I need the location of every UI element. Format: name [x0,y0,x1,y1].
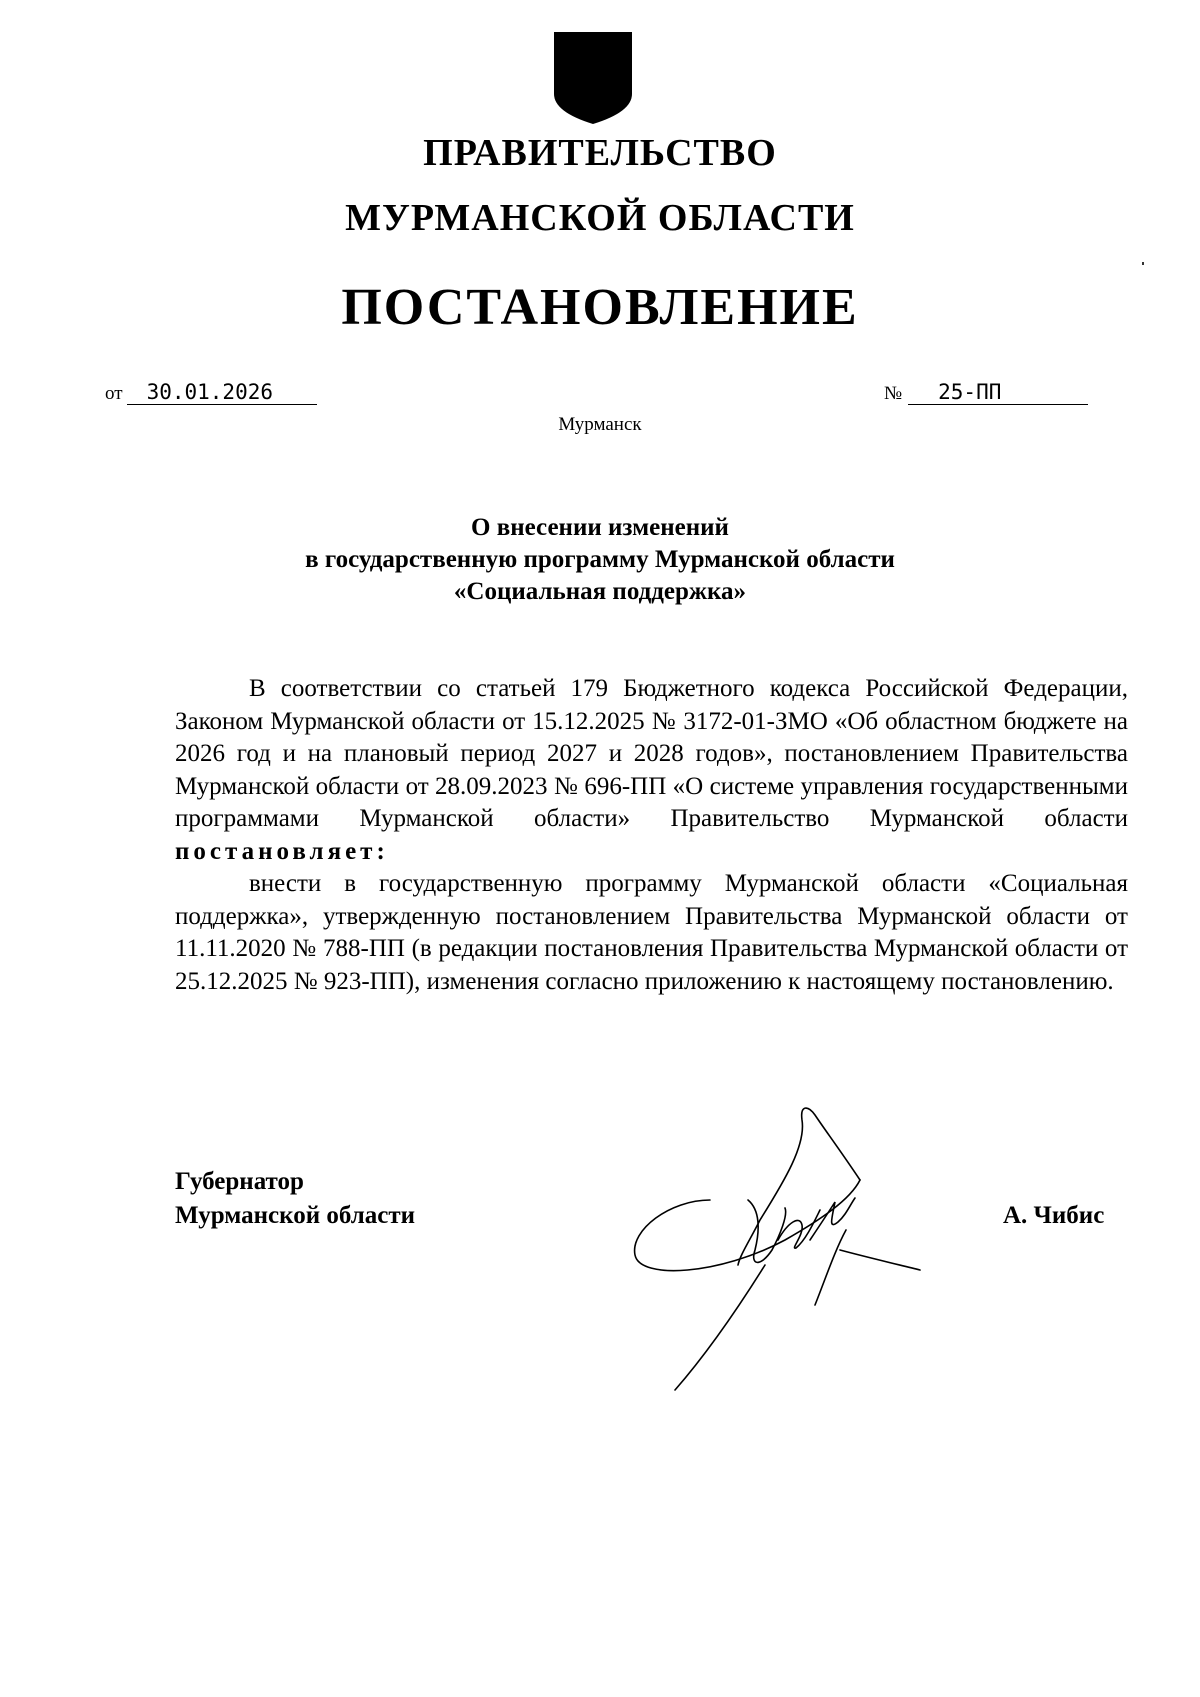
body-paragraph: внести в государственную программу Мурманской области «Социальная поддержка», утвержденную постановлением Правительства Мурманской области от 11.11.2020 № 788-ПП (в редакции постановления Правительства Мурманской области от 25.12.2025 № 923-ПП), изменения согласно приложению к настоящему постановлению. [175,870,1128,995]
resolve-word: постановляет: [175,837,389,865]
scan-speck [1142,262,1144,265]
title-line: О внесении изменений [471,514,729,541]
handwritten-signature [610,1090,930,1410]
document-date [105,380,317,405]
document-number [884,380,1088,405]
coat-of-arms-icon [552,30,634,126]
title-line: «Социальная поддержка» [453,578,747,605]
document-body [175,673,1128,998]
position-line: Мурманской области [175,1202,416,1229]
number-value: 25-ПП [908,380,1088,405]
number-prefix: № [884,383,903,404]
organization-region: МУРМАНСКОЙ ОБЛАСТИ [345,197,855,239]
city: Мурманск [558,414,642,435]
body-paragraph-text: В соответствии со статьей 179 Бюджетного кодекса Российской Федерации, Законом Мурманской области от 15.12.2025 № 3172-01-ЗМО «Об областном бюджете на 2026 год и на плановый период 2027 и 2028 годов», постановлением Правительства Мурманской области от 28.09.2023 № 696-ПП «О системе управления государственными программами Мурманской области» Правительство Мурманской области [175,675,1128,832]
title-line: в государственную программу Мурманской области [305,546,895,573]
body-paragraph [175,673,1128,868]
document-title [0,512,1200,608]
date-value: 30.01.2026 [127,380,317,405]
position-line: Губернатор [175,1168,304,1195]
signatory-position [175,1165,415,1233]
organization-name: ПРАВИТЕЛЬСТВО [423,132,777,174]
signatory-name: А. Чибис [1003,1202,1105,1229]
document-type: ПОСТАНОВЛЕНИЕ [341,279,859,336]
date-prefix: от [105,383,123,404]
